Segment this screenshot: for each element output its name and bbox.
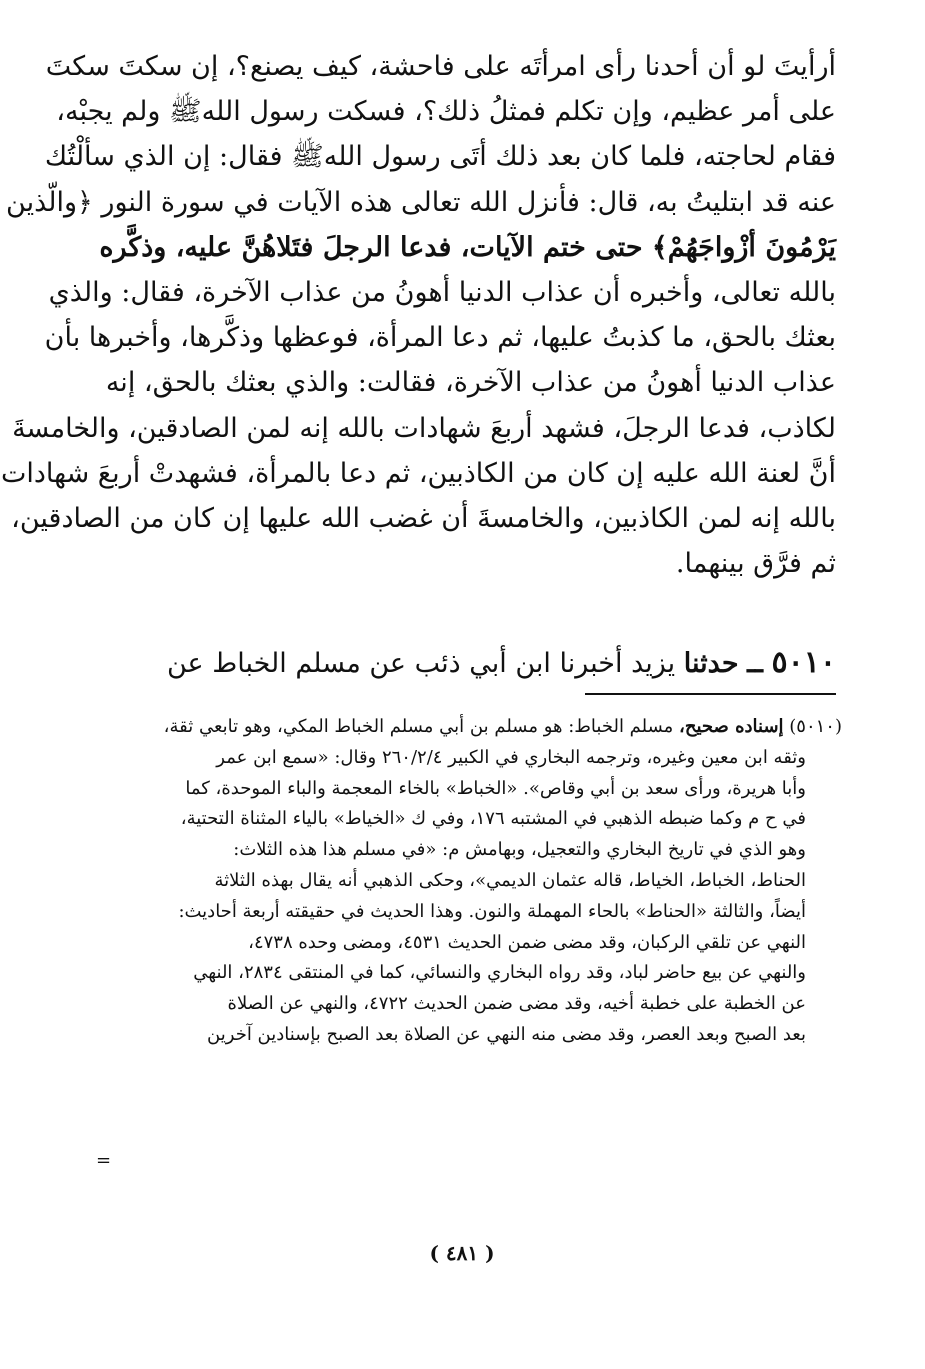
main-text-line: بالله إنه لمن الكاذبين، والخامسةَ أن غضب الله عليها إن كان من الصادقين،: [11, 503, 836, 535]
footnote-grade: إسناده صحيح،: [679, 716, 784, 737]
footnote-line: وأبا هريرة، ورأى سعد بن أبي وقاص». «الخباط» بالخاء المعجمة والباء الموحدة، كما: [185, 777, 806, 799]
footnote-line: النهي عن تلقي الركبان، وقد مضى ضمن الحديث ٤٥٣١، ومضى وحده ٤٧٣٨،: [248, 931, 806, 953]
hadith-chain-text: يزيد أخبرنا ابن أبي ذئب عن مسلم الخباط عن: [167, 648, 676, 679]
footnote-line: أيضاً، والثالثة «الحناط» بالحاء المهملة والنون. وهذا الحديث في حقيقته أربعة أحاديث:: [178, 900, 806, 922]
main-text-line: ثم فرَّق بينهما.: [675, 548, 836, 580]
main-text-line: عذاب الدنيا أهونُ من عذاب الآخرة، فقالت: والذي بعثك بالحق، إنه: [105, 367, 836, 399]
hadith-number: ٥٠١٠: [771, 645, 836, 680]
main-text-line: أرأيتَ لو أن أحدنا رأى امرأتَه على فاحشة، كيف يصنع؟، إن سكتَ سكتَ: [45, 51, 836, 82]
footnote-divider: [585, 693, 836, 695]
main-text-line: بعثك بالحق، ما كذبتُ عليها، ثم دعا المرأة، فوعظها وذكَّرها، وأخبرها بأن: [44, 322, 836, 354]
main-text-line: على أمر عظيم، وإن تكلم فمثلُ ذلك؟، فسكت رسول اللهﷺ ولم يجبْه،: [56, 96, 836, 128]
footnote-ref: (٥٠١٠): [789, 716, 842, 737]
hadith-heading: [128, 640, 836, 687]
hadith-keyword: حدثنا: [683, 648, 739, 679]
main-text-body: [0, 44, 836, 586]
footnote-line: وهو الذي في تاريخ البخاري والتعجيل، وبهامش م: «في مسلم هذا هذه الثلاث:: [233, 839, 806, 861]
main-text-line: أنَّ لعنة الله عليه إن كان من الكاذبين، ثم دعا بالمرأة، فشهدتْ أربعَ شهادات: [0, 457, 836, 489]
main-text-line: بالله تعالى، وأخبره أن عذاب الدنيا أهونُ من عذاب الآخرة، فقال: والذي: [48, 277, 836, 309]
footnote-line: في ح م وكما ضبطه الذهبي في المشتبه ١٧٦، وفي ك «الخياط» بالياء المثناة التحتية،: [180, 808, 806, 830]
footnote-line: وثقه ابن معين وغيره، وترجمه البخاري في الكبير ٢٦٠/٢/٤ وقال: «سمع ابن عمر: [216, 746, 806, 768]
hadith-dash: ــ: [747, 648, 763, 679]
main-text-line-quran: يَرْمُونَ أزْواجَهُمْ﴾ حتى ختم الآيات، فدعا الرجلَ فتَلاهُنَّ عليه، وذكَّره: [99, 231, 836, 263]
main-text-line: عنه قد ابتليتُ به، قال: فأنزل الله تعالى هذه الآيات في سورة النور ﴿والّذين: [6, 186, 836, 218]
footnote-line: عن الخطبة على خطبة أخيه، وقد مضى ضمن الحديث ٤٧٢٢، والنهي عن الصلاة: [227, 993, 806, 1015]
footnote-text: مسلم الخباط: هو مسلم بن أبي مسلم الخباط المكي، وهو تابعي ثقة،: [163, 716, 674, 737]
footnote-first-line: [128, 712, 842, 743]
page-number: ( ٤٨١ ): [429, 1241, 495, 1265]
footnote-continuation-mark: =: [96, 1150, 112, 1171]
footnotes-section: [128, 712, 842, 1051]
main-text-line: لكاذب، فدعا الرجلَ، فشهد أربعَ شهادات بالله إنه لمن الصادقين، والخامسةَ: [12, 412, 836, 444]
main-text-line: فقام لحاجته، فلما كان بعد ذلك أتَى رسول اللهﷺ فقال: إن الذي سألْتُك: [44, 141, 836, 173]
footnote-line: الحناط، الخباط، الخياط، قاله عثمان الديمي»، وحكى الذهبي أنه يقال بهذه الثلاثة: [214, 869, 806, 891]
footnote-line: بعد الصبح وبعد العصر، وقد مضى منه النهي عن الصلاة بعد الصبح بإسنادين آخرين: [207, 1023, 806, 1045]
footnote-line: والنهي عن بيع حاضر لباد، وقد رواه البخاري والنسائي، كما في المنتقى ٢٨٣٤، النهي: [193, 962, 806, 984]
